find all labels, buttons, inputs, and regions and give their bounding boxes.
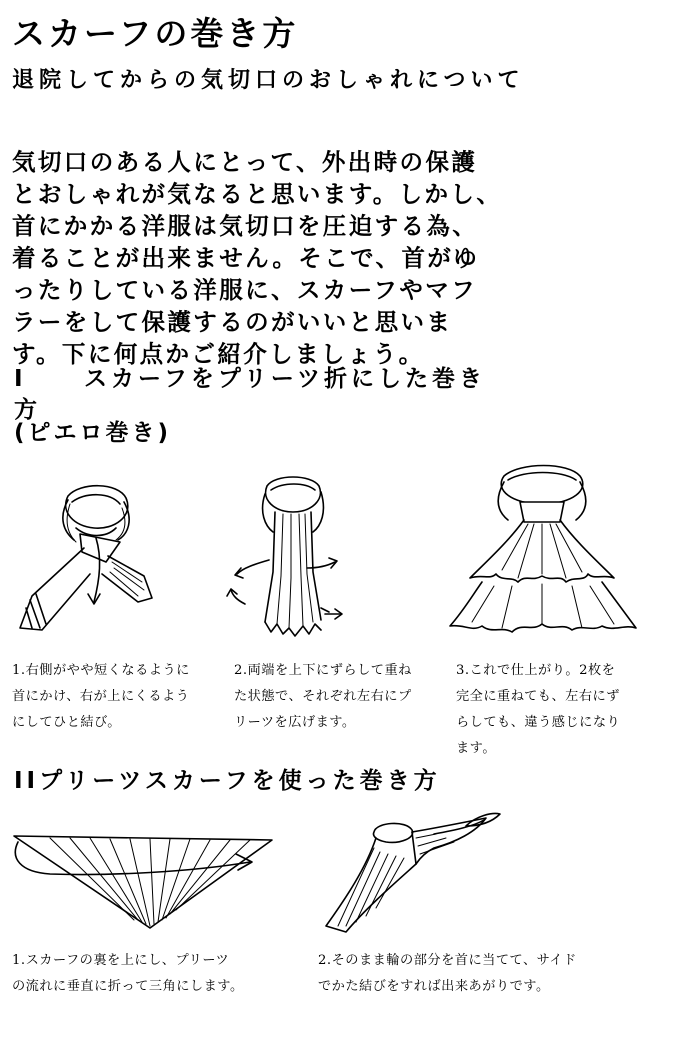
intro-line: とおしゃれが気なると思います。しかし、 [12,180,503,208]
triangle-fold-illustration [10,828,285,938]
page-subtitle: 退院してからの気切口のおしゃれについて [12,68,525,93]
intro-line: す。下に何点かご紹介しましょう。 [12,340,425,368]
caption-line: らしても、違う感じになり [456,715,621,730]
section1-step1-caption [12,658,190,736]
scarf-pleats-spread-illustration [225,472,355,652]
page-title: スカーフの巻き方 [12,14,299,53]
intro-line: 気切口のある人にとって、外出時の保護 [12,148,478,176]
intro-line: 着ることが出来ません。そこで、首がゆ [12,244,480,272]
caption-line: リーツを広げます。 [234,715,356,730]
intro-paragraph [12,146,688,370]
section1-subheading: (ピエロ巻き) [14,420,172,446]
section1-heading-line1: スカーフをプリーツ折にした巻き [84,366,487,392]
intro-line: ったりしている洋服に、スカーフやマフ [12,276,478,304]
section1-heading [14,364,684,426]
scarf-pierrot-finished-illustration [442,462,642,642]
intro-line: ラーをして保護するのがいいと思いま [12,308,453,336]
scarf-knot-illustration [10,478,180,648]
caption-line: の流れに垂直に折って三角にします。 [12,979,244,994]
section1-step3-caption [456,658,620,762]
caption-line: でかた結びをすれば出来あがりです。 [318,979,550,994]
caption-line: にしてひと結び。 [12,715,121,730]
caption-line: 1.スカーフの裏を上にし、プリーツ [12,953,230,968]
section1-number: I [14,366,27,392]
caption-line: 2.両端を上下にずらして重ね [234,663,412,678]
intro-line: 首にかかる洋服は気切口を圧迫する為、 [12,212,479,240]
section2-step2-caption [318,948,577,1000]
section2-step1-caption [12,948,244,1000]
caption-line: 1.右側がやや短くなるように [12,663,190,678]
caption-line: ます。 [456,741,497,756]
section1-step2-caption [234,658,412,736]
caption-line: 完全に重ねても、左右にず [456,689,620,704]
caption-line: 2.そのまま輪の部分を首に当てて、サイド [318,953,577,968]
caption-line: た状態で、それぞれ左右にプ [234,689,412,704]
section2-heading: IIプリーツスカーフを使った巻き方 [14,768,441,794]
side-knot-illustration [316,808,506,938]
section1-heading-line2: 方 [14,397,41,423]
caption-line: 3.これで仕上がり。2枚を [456,663,616,678]
caption-line: 首にかけ、右が上にくるよう [12,689,190,704]
